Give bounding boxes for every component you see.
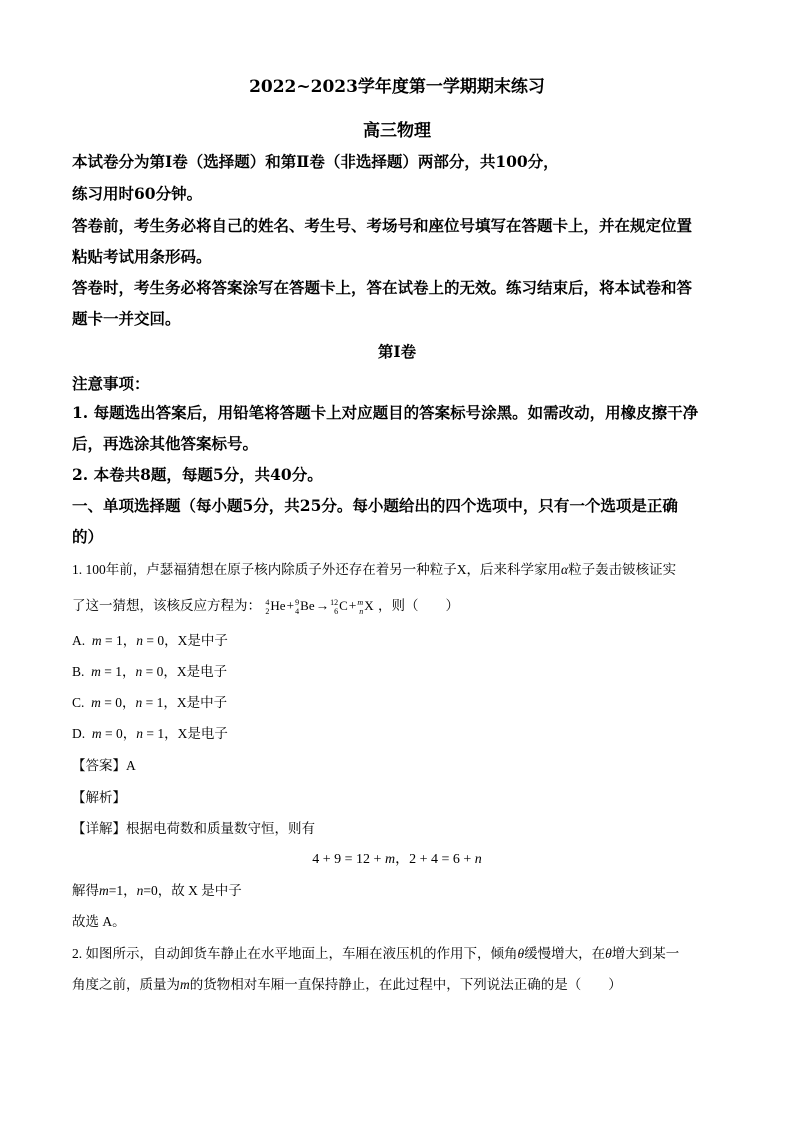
part-heading: 的） <box>72 527 104 546</box>
detail-tag: 【详解】 <box>72 821 126 836</box>
choose-line: 故选 A。 <box>72 914 126 929</box>
solution-line: 解得m=1，n=0，故 X 是中子 <box>72 883 242 898</box>
question-2-stem-cont: 角度之前，质量为m的货物相对车厢一直保持静止，在此过程中，下列说法正确的是（ ） <box>72 977 622 992</box>
part-heading: 一、单项选择题（每小题5分，共25分。每小题给出的四个选项中，只有一个选项是正确 <box>72 496 678 515</box>
option-c: C. m = 0，n = 1，X是中子 <box>72 695 228 710</box>
note-line: 后，再选涂其他答案标号。 <box>72 434 259 453</box>
page-title: 2022~2023学年度第一学期期末练习 <box>249 77 545 97</box>
option-b: B. m = 1，n = 0，X是电子 <box>72 664 228 679</box>
note-line: 2. 本卷共8题，每题5分，共40分。 <box>72 465 323 484</box>
answer-value: A <box>126 758 136 773</box>
section-title: 第Ⅰ卷 <box>377 342 417 361</box>
question-1-stem: 1. 100年前，卢瑟福猜想在原子核内除质子外还存在着另一种粒子X，后来科学家用α粒子轰击铍核证实 <box>72 562 677 577</box>
intro-line: 答卷前，考生务必将自己的姓名、考生号、考场号和座位号填写在答题卡上，并在规定位置 <box>72 216 693 235</box>
answer-tag: 【答案】 <box>72 758 126 773</box>
helium-nucleus: 4 2 He <box>265 597 286 616</box>
option-a: A. m = 1，n = 0，X是中子 <box>72 633 228 648</box>
alpha-symbol: α <box>561 562 569 577</box>
answer-line <box>72 754 136 774</box>
reaction-arrow: → <box>315 598 330 613</box>
intro-line: 练习用时60分钟。 <box>72 184 203 203</box>
note-line: 1. 每题选出答案后，用铅笔将答题卡上对应题目的答案标号涂黑。如需改动，用橡皮擦干净 <box>72 403 699 422</box>
intro-line: 题卡一并交回。 <box>72 309 181 328</box>
intro-line: 粘贴考试用条形码。 <box>72 247 212 266</box>
notes-title: 注意事项： <box>72 374 150 393</box>
page-subtitle: 高三物理 <box>363 121 431 141</box>
particle-x: m n X <box>357 597 374 616</box>
intro-line: 本试卷分为第Ⅰ卷（选择题）和第Ⅱ卷（非选择题）两部分，共100分， <box>72 152 559 171</box>
intro-line: 答卷时，考生务必将答案涂写在答题卡上，答在试卷上的无效。练习结束后，将本试卷和答 <box>72 278 693 297</box>
conservation-equations: 4 + 9 = 12 + m，2 + 4 = 6 + n <box>312 852 482 867</box>
carbon-nucleus: 12 6 C <box>330 597 348 616</box>
beryllium-nucleus: 9 4 Be <box>295 597 315 616</box>
detail-line: 【详解】根据电荷数和质量数守恒，则有 <box>72 821 315 836</box>
option-d: D. m = 0，n = 1，X是电子 <box>72 726 228 741</box>
question-2-stem: 2. 如图所示，自动卸货车静止在水平地面上，车厢在液压机的作用下，倾角θ缓慢增大，在θ增大到某一 <box>72 946 680 961</box>
analysis-tag: 【解析】 <box>72 790 126 805</box>
question-1-equation-line: 了这一猜想，该核反应方程为： 4 2 He+ 9 4 Be→ 12 6 C+ m n X ，则（ ） <box>72 597 459 616</box>
